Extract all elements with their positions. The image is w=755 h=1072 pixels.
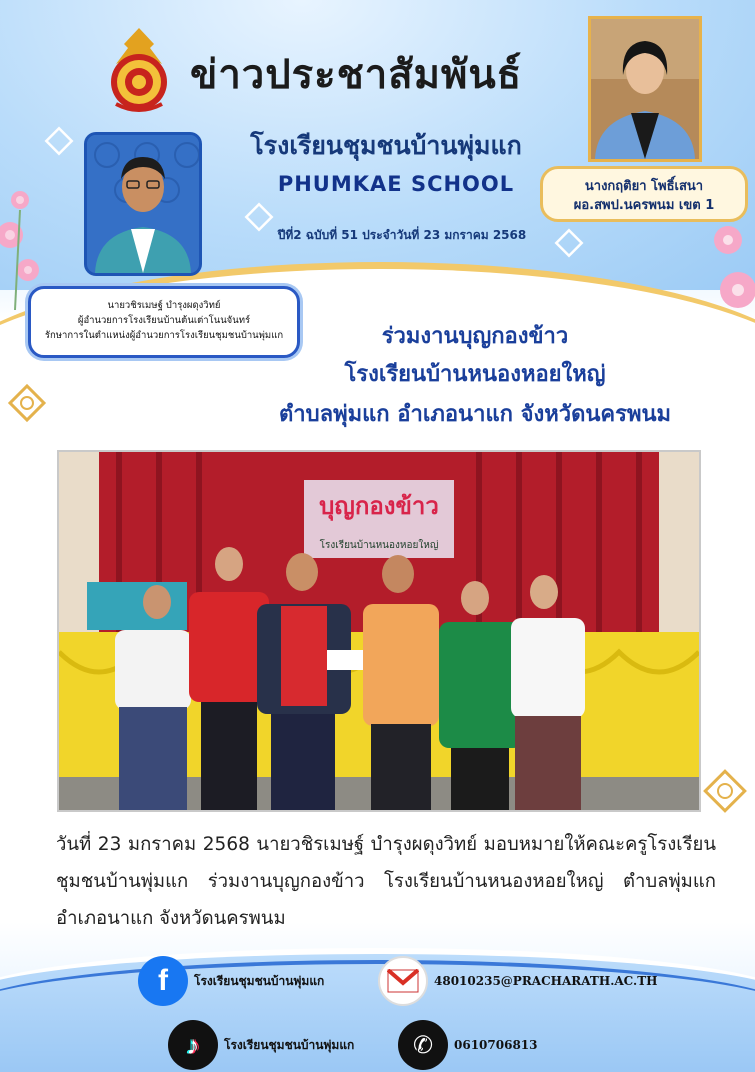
footer (0, 948, 755, 1072)
tiktok-contact[interactable] (168, 1020, 354, 1070)
school-emblem-logo (104, 24, 174, 116)
email-label: 48010235@PRACHARATH.AC.TH (434, 974, 658, 988)
banner-title: บุญกองข้าว (319, 492, 439, 520)
ornament-left-icon (6, 382, 48, 424)
phone-contact[interactable] (398, 1020, 538, 1070)
headline-line-2: โรงเรียนบ้านหนองหอยใหญ่ (344, 362, 606, 387)
director-photo (84, 132, 202, 276)
ornament-small-icon (552, 226, 586, 260)
ornament-small-icon (42, 124, 76, 158)
phone-icon: ✆ (398, 1020, 448, 1070)
tiktok-label: โรงเรียนชุมชนบ้านพุ่มแก (224, 1037, 355, 1052)
event-photo (57, 450, 701, 812)
ornament-right-icon (700, 766, 750, 816)
director-position: ผู้อำนวยการโรงเรียนบ้านต้นเต่าโนนจันทร์ (77, 315, 251, 326)
facebook-label: โรงเรียนชุมชนบ้านพุ่มแก (194, 973, 325, 988)
officer-name-badge (540, 166, 748, 222)
officer-position: ผอ.สพป.นครพนม เขต 1 (573, 198, 715, 213)
headline-line-1: ร่วมงานบุญกองข้าว (381, 324, 569, 349)
headline-line-3: ตำบลพุ่มแก อำเภอนาแก จังหวัดนครพนม (279, 402, 671, 427)
email-contact[interactable] (378, 956, 657, 1006)
banner-subtitle: โรงเรียนบ้านหนองหอยใหญ่ (319, 540, 439, 551)
officer-photo (588, 16, 702, 162)
school-name-english: PHUMKAE SCHOOL (277, 172, 515, 196)
facebook-icon: f (138, 956, 188, 1006)
news-caption: วันที่ 23 มกราคม 2568 นายวชิรเมษฐ์ บำรุงผดุงวิทย์ มอบหมายให้คณะครูโรงเรียนชุมชนบ้านพุ่มแก ร่วมงานบุญกองข้าว โรงเรียนบ้านหนองหอยใหญ่ ตำบลพุ่มแก อำเภอนาแก จังหวัดนครพนม (56, 834, 716, 929)
tiktok-icon: ♪ (168, 1020, 218, 1070)
school-name: โรงเรียนชุมชนบ้านพุ่มแก (250, 131, 522, 160)
facebook-contact[interactable] (138, 956, 324, 1006)
phone-label: 0610706813 (454, 1038, 538, 1052)
mail-icon (378, 956, 428, 1006)
issue-line: ปีที่2 ฉบับที่ 51 ประจำวันที่ 23 มกราคม 2568 (277, 228, 527, 242)
officer-name: นางกฤติยา โพธิ์เสนา (584, 179, 704, 194)
page-title: ข่าวประชาสัมพันธ์ (190, 51, 523, 98)
director-name: นายวชิรเมษฐ์ บำรุงผดุงวิทย์ (107, 300, 221, 311)
director-acting: รักษาการในตำแหน่งผู้อำนวยการโรงเรียนชุมชนบ้านพุ่มแก (44, 330, 284, 341)
